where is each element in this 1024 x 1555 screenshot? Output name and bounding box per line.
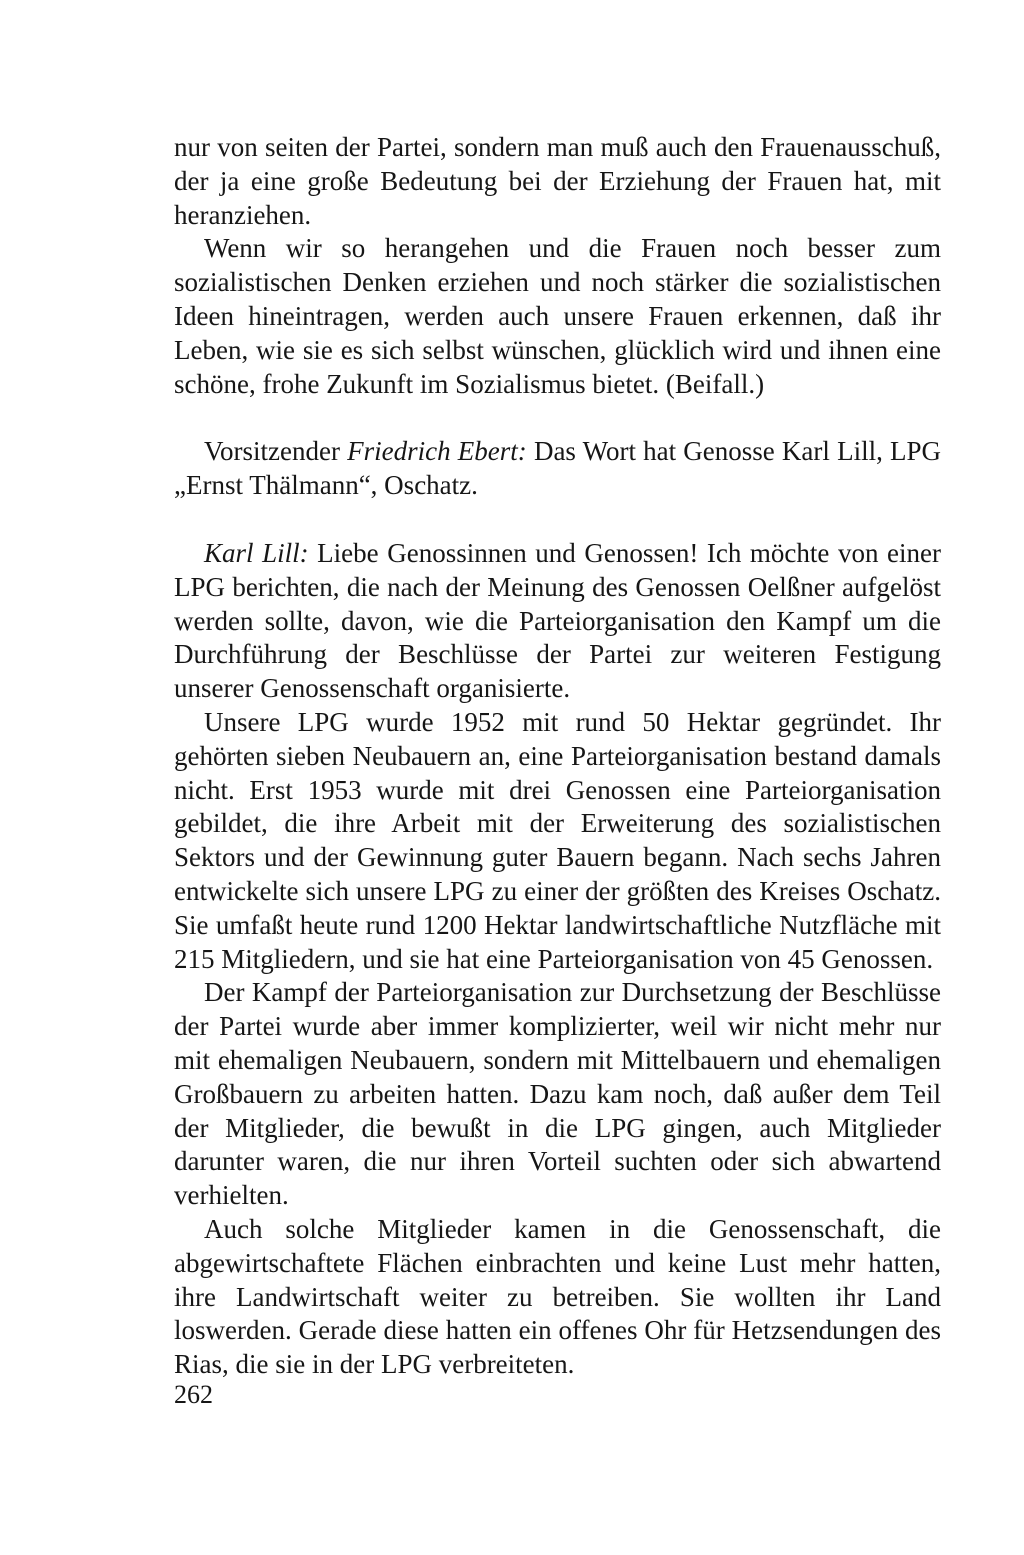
page-body <box>174 131 941 1382</box>
paragraph-lpg-history: Unsere LPG wurde 1952 mit rund 50 Hektar gegründet. Ihr gehörten sieben Neubauern an, eine Parteiorganisation bestand damals nicht. Erst 1953 wurde mit drei Genossen eine Parteiorganisation gebildet, die ihre Arbeit mit der Erweiterung des sozialistischen Sektors und der Gewinnung guter Bauern begann. Nach sechs Jahren entwickelte sich unsere LPG zu einer der größten des Kreises Oschatz. Sie umfaßt heute rund 1200 Hektar landwirtschaftliche Nutzfläche mit 215 Mitgliedern, und sie hat eine Parteiorganisation von 45 Genossen. <box>174 706 941 974</box>
speaker-title: Vorsitzender <box>204 436 348 467</box>
speaker-name-lill: Karl Lill: <box>204 537 309 568</box>
page-number: 262 <box>174 1380 213 1409</box>
speech-text: Liebe Genossinnen und Genossen! Ich möchte von einer LPG berichten, die nach der Meinung des Genossen Oelßner aufgelöst werden sollte, davon, wie die Parteiorganisation den Kampf um die Durchführung der Beschlüsse der Partei zur weiteren Festigung unserer Genossenschaft organisierte. <box>174 537 942 704</box>
paragraph-party-struggle: Der Kampf der Parteiorganisation zur Durchsetzung der Beschlüsse der Partei wurde aber immer komplizierter, weil wir nicht mehr nur mit ehemaligen Neubauern, sondern mit Mittelbauern und ehemaligen Großbauern zu arbeiten hatten. Dazu kam noch, daß außer dem Teil der Mitglieder, die bewußt in die LPG gingen, auch Mitglieder darunter waren, die nur ihren Vorteil suchten oder sich abwartend verhielten. <box>174 977 941 1211</box>
paragraph-chairman-announcement <box>174 435 941 503</box>
announcement-text: Das Wort hat Genosse Karl Lill, LPG „Ernst Thälmann“, Oschatz. <box>174 436 941 501</box>
speaker-name-ebert: Friedrich Ebert: <box>347 436 527 467</box>
paragraph-lill-speech-start <box>174 537 941 706</box>
paragraph-women-socialism: Wenn wir so herangehen und die Frauen noch besser zum sozialistischen Denken erziehen und noch stärker die sozialistischen Ideen hineintragen, werden auch unsere Frauen erkennen, daß ihr Leben, wie sie es sich selbst wünschen, glücklich wird und ihnen eine schöne, frohe Zukunft im Sozialismus bietet. (Beifall.) <box>174 233 941 399</box>
paragraph-continuation: nur von seiten der Partei, sondern man muß auch den Frauenausschuß, der ja eine große Bedeutung bei der Erziehung der Frauen hat, mit heranziehen. <box>174 132 941 230</box>
paragraph-members: Auch solche Mitglieder kamen in die Genossenschaft, die abgewirtschaftete Flächen einbrachten und keine Lust mehr hatten, ihre Landwirtschaft weiter zu betreiben. Sie wollten ihr Land loswerden. Gerade diese hatten ein offenes Ohr für Hetzsendungen des Rias, die sie in der LPG verbreiteten. <box>174 1213 941 1380</box>
